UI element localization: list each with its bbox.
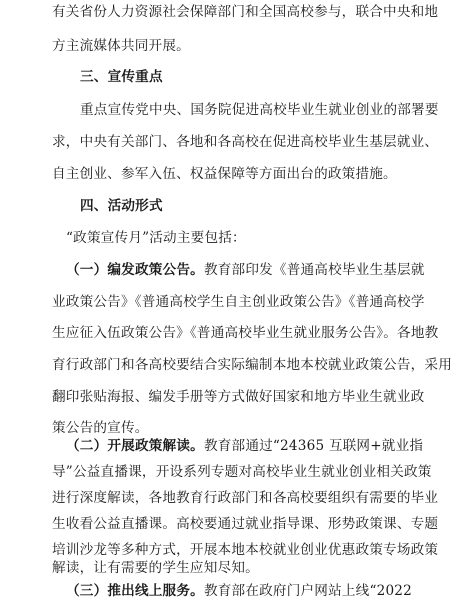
- item-2-line-2: 导”公益直播课，开设系列专题对高校毕业生就业创业相关政策: [52, 464, 432, 480]
- item-2-line-5: 培训沙龙等多种方式，开展本地本校就业创业优惠政策专场政策: [52, 542, 439, 558]
- item-1-line-5: 翻印张贴海报、编发手册等方式做好国家和地方毕业生就业政: [52, 389, 425, 405]
- intro-line-2: 方主流媒体共同开展。: [52, 38, 190, 54]
- section-3-line-3: 自主创业、参军入伍、权益保障等方面出台的政策措施。: [52, 166, 397, 182]
- item-1-line-4: 育行政部门和各高校要结合实际编制本地本校就业政策公告，采用: [52, 357, 453, 373]
- item-1-heading: （一）编发政策公告。: [66, 262, 204, 278]
- item-1-line-1-text: 教育部印发《普通高校毕业生基层就: [203, 262, 425, 278]
- item-1-line-1: [66, 260, 425, 280]
- section-3-line-2: 求，中央有关部门、各地和各高校在促进高校毕业生基层就业、: [52, 134, 439, 150]
- item-2-line-4: 生收看公益直播课。高校要通过就业指导课、形势政策课、专题: [52, 516, 439, 532]
- item-2-line-6: 解读，让有需要的学生应知尽知。: [52, 560, 259, 576]
- item-3-heading: （三）推出线上服务。: [66, 583, 204, 599]
- section-4-intro: “政策宣传月”活动主要包括：: [66, 230, 246, 246]
- item-1-line-3: 生应征入伍政策公告》《普通高校毕业生就业服务公告》。各地教: [52, 325, 439, 341]
- item-3-line-1: [66, 581, 412, 601]
- item-2-line-1: [66, 436, 423, 456]
- section-4-heading: 四、活动形式: [80, 198, 163, 214]
- item-2-line-1-text: 教育部通过“24365 互联网+就业指: [203, 438, 424, 454]
- item-3-line-1-text: 教育部在政府门户网站上线“2022: [203, 583, 413, 599]
- item-2-heading: （二）开展政策解读。: [66, 438, 204, 454]
- intro-line-1: 有关省份人力资源社会保障部门和全国高校参与，联合中央和地: [52, 4, 439, 20]
- section-3-heading: 三、宣传重点: [80, 69, 163, 85]
- item-2-line-3: 进行深度解读，各地教育行政部门和各高校要组织有需要的毕业: [52, 490, 439, 506]
- item-1-line-6: 策公告的宣传。: [52, 420, 149, 436]
- item-1-line-2: 业政策公告》《普通高校学生自主创业政策公告》《普通高校学: [52, 294, 425, 310]
- section-3-line-1: 重点宣传党中央、国务院促进高校毕业生就业创业的部署要: [80, 102, 439, 118]
